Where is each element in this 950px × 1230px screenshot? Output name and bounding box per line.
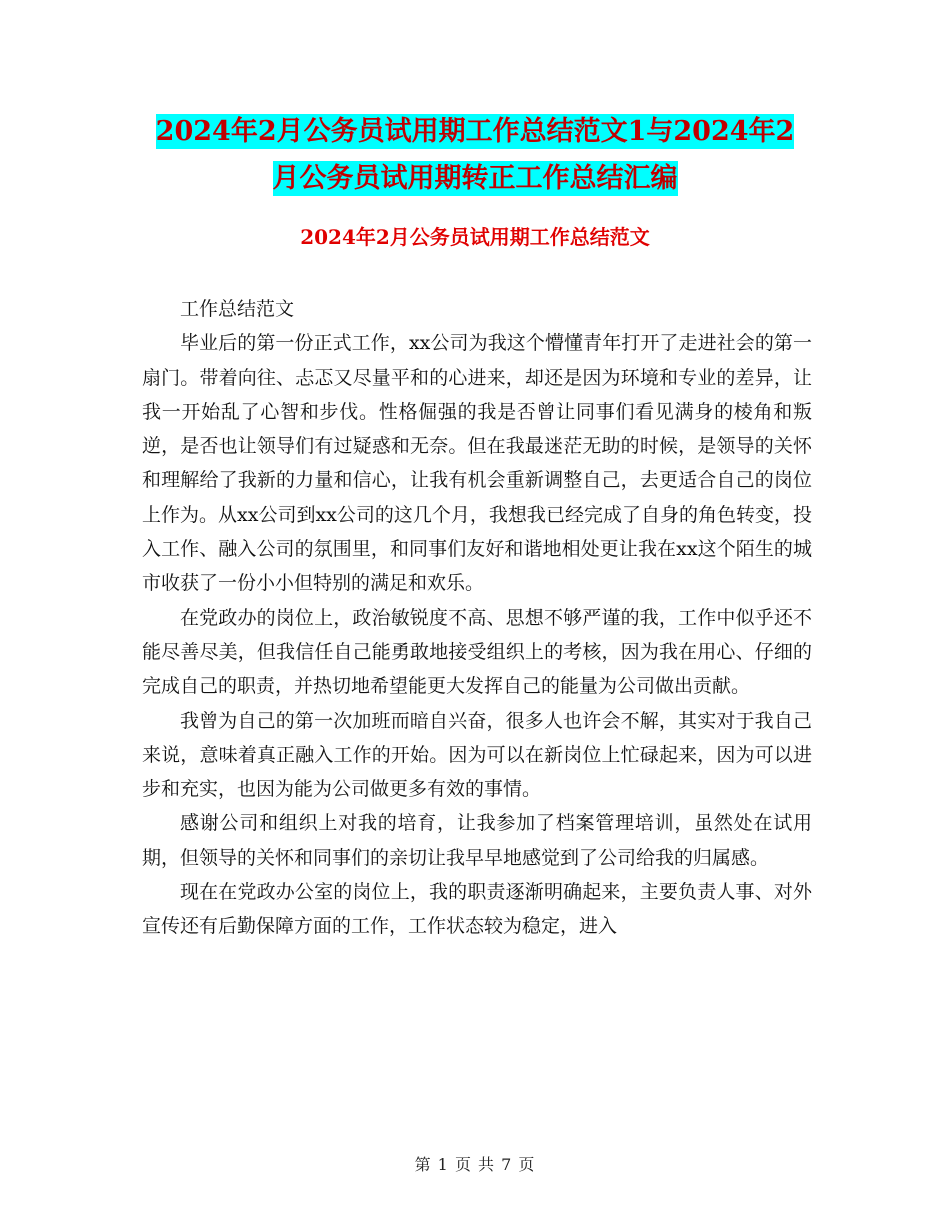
title-line-1: 2024年2月公务员试用期工作总结范文1与2024年2 [155, 116, 795, 147]
document-title [0, 108, 950, 202]
title-line-2: 月公务员试用期转正工作总结汇编 [272, 163, 678, 194]
body-text [142, 292, 812, 944]
paragraph: 我曾为自己的第一次加班而暗自兴奋，很多人也许会不解，其实对于我自己来说，意味着真正融入工作的开始。因为可以在新岗位上忙碌起来，因为可以进步和充实，也因为能为公司做更多有效的事情。 [142, 709, 812, 801]
section-title: 2024年2月公务员试用期工作总结范文 [300, 225, 650, 249]
paragraph: 工作总结范文 [180, 298, 295, 320]
paragraph: 现在在党政办公室的岗位上，我的职责逐渐明确起来，主要负责人事、对外宣传还有后勤保障方面的工作，工作状态较为稳定，进入 [142, 881, 812, 938]
paragraph: 在党政办的岗位上，政治敏锐度不高、思想不够严谨的我，工作中似乎还不能尽善尽美，但我信任自己能勇敢地接受组织上的考核，因为我在用心、仔细的完成自己的职责，并热切地希望能更大发挥自己的能量为公司做出贡献。 [142, 606, 812, 698]
paragraph: 感谢公司和组织上对我的培育，让我参加了档案管理培训，虽然处在试用期，但领导的关怀和同事们的亲切让我早早地感觉到了公司给我的归属感。 [142, 812, 812, 869]
paragraph: 毕业后的第一份正式工作，xx公司为我这个懵懂青年打开了走进社会的第一扇门。带着向往、忐忑又尽量平和的心进来，却还是因为环境和专业的差异，让我一开始乱了心智和步伐。性格倔强的我是否曾让同事们看见满身的棱角和叛逆，是否也让领导们有过疑惑和无奈。但在我最迷茫无助的时候，是领导的关怀和理解给了我新的力量和信心，让我有机会重新调整自己，去更适合自己的岗位上作为。从xx公司到xx公司的这几个月，我想我已经完成了自身的角色转变，投入工作、融入公司的氛围里，和同事们友好和谐地相处更让我在xx这个陌生的城市收获了一份小小但特别的满足和欢乐。 [142, 332, 812, 595]
page-footer: 第 1 页 共 7 页 [414, 1155, 536, 1174]
